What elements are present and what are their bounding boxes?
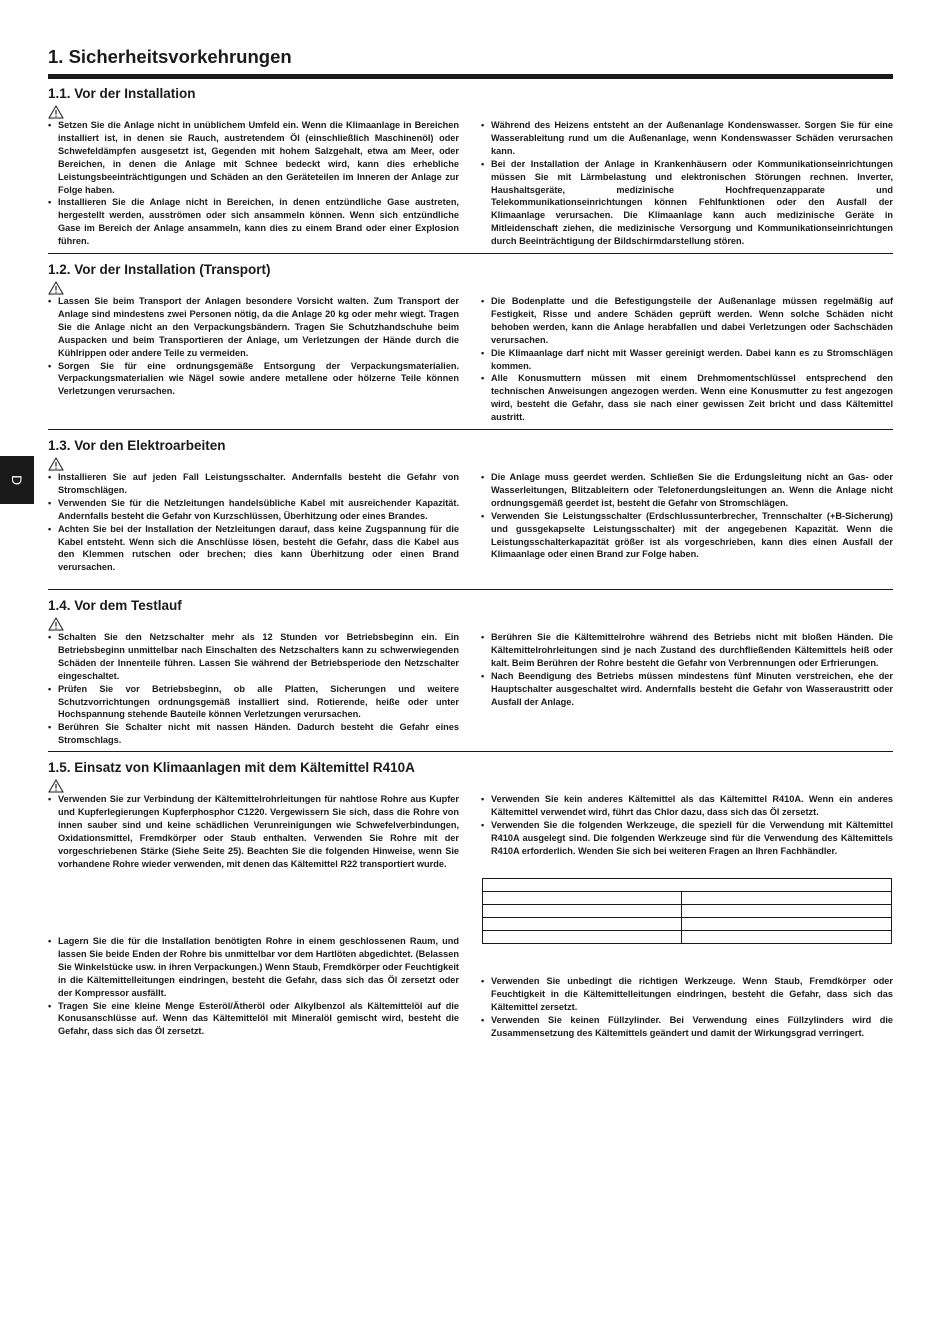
table-row: [483, 892, 892, 905]
list-item: • Während des Heizens entsteht an der Außenanlage Kondenswasser. Sorgen Sie für eine Wasserableitung rund um die Außenanlage, wenn Kondenswasser Schäden verursachen kann.: [481, 119, 893, 158]
warning-triangle-icon: [48, 105, 64, 119]
warning-triangle-icon: [48, 105, 893, 119]
table-row: [483, 931, 892, 944]
bullet-list-left-lower: [48, 935, 459, 1038]
list-item: • Bei der Installation der Anlage in Krankenhäusern oder Kommunikationseinrichtungen müssen Sie mit Lärmbelastung und elektronischen Störungen rechnen. Inverter, Haushaltsgeräte, medizinische Hochfrequenzapparate und Telekommunikationseinrichtungen können Fehlfunktionen oder den Ausfall der Klimaanlage verursachen. Die Klimaanlage kann auch medizinische Geräte in Mitleidenschaft ziehen, die medizinische Versorgung und Kommunikationseinrichtungen durch Beeinträchtigung der Bildschirmdarstellung stören.: [481, 158, 893, 248]
list-item: • Berühren Sie die Kältemittelrohre während des Betriebs nicht mit bloßen Händen. Die Kältemittelrohrleitungen sind je nach Zustand des durchfließenden Kältemittels heiß oder kalt. Beim Berühren der Rohre besteht die Gefahr von Verbrennungen oder Erfrierungen.: [481, 631, 893, 670]
list-item: • Installieren Sie auf jeden Fall Leistungsschalter. Andernfalls besteht die Gefahr von Stromschlägen.: [48, 471, 459, 497]
section-divider: [48, 253, 893, 254]
bullet-list-right: [481, 119, 893, 248]
table-cell: [483, 918, 682, 931]
list-item: • Sorgen Sie für eine ordnungsgemäße Entsorgung der Verpackungsmaterialien. Verpackungsmaterialien wie Nägel sowie andere metallene oder hölzerne Teile können Verletzungen verursachen.: [48, 360, 459, 399]
bullet-list-right: [481, 631, 893, 708]
section-transport: [48, 262, 893, 423]
bullet-list-left: [48, 471, 459, 574]
list-item: • Die Klimaanlage darf nicht mit Wasser gereinigt werden. Dabei kann es zu Stromschlägen kommen.: [481, 347, 893, 373]
warning-triangle-icon: [48, 617, 64, 631]
list-item: • Tragen Sie eine kleine Menge Esteröl/Ätheröl oder Alkylbenzol als Kältemittelöl auf die Konusanschlüsse auf. Wenn das Kältemittelöl mit Mineralöl gemischt wird, besteht die Gefahr, dass sich das Öl zersetzt.: [48, 1000, 459, 1039]
table-cell: [682, 905, 892, 918]
page-title: 1. Sicherheitsvorkehrungen: [48, 46, 292, 67]
list-item: • Berühren Sie Schalter nicht mit nassen Händen. Dadurch besteht die Gefahr eines Stromschlags.: [48, 721, 459, 747]
bullet-list-left: [48, 119, 459, 248]
section-heading: 1.1. Vor der Installation: [48, 86, 196, 101]
table-row: [483, 918, 892, 931]
warning-triangle-icon: [48, 281, 64, 295]
bullet-list-right: [481, 793, 893, 858]
bullet-list-left: [48, 631, 459, 747]
table-cell: [483, 905, 682, 918]
section-electrical: [48, 438, 893, 573]
section-heading: 1.5. Einsatz von Klimaanlagen mit dem Kältemittel R410A: [48, 760, 415, 775]
section-divider: [48, 751, 893, 752]
language-tab: [0, 456, 34, 504]
warning-triangle-icon: [48, 617, 893, 631]
table-row: [483, 905, 892, 918]
warning-triangle-icon: [48, 779, 64, 793]
list-item: • Verwenden Sie für die Netzleitungen handelsübliche Kabel mit ausreichender Kapazität. Andernfalls besteht die Gefahr von Kurzschlüssen, Überhitzung oder eines Brandes.: [48, 497, 459, 523]
language-tab-label: D: [9, 474, 25, 486]
section-divider: [48, 589, 893, 590]
title-rule: [48, 74, 893, 79]
warning-triangle-icon: [48, 779, 893, 793]
list-item: • Alle Konusmuttern müssen mit einem Drehmomentschlüssel entsprechend den technischen Anweisungen angezogen werden. Wenn eine Konusmutter zu fest angezogen wird, besteht die Gefahr, dass sie nach einer gewissen Zeit bricht und dass Kältemittel austritt.: [481, 372, 893, 424]
list-item: • Verwenden Sie zur Verbindung der Kältemittelrohrleitungen für nahtlose Rohre aus Kupfer und Kupferlegierungen Kupferphosphor C1220. Vergewissern Sie sich, dass die Rohre von innen sauber sind und keine schädlichen Verunreinigungen wie Schwefelverbindungen, Oxidationsmittel, Fremdkörper oder Staub enthalten. Verwenden Sie Rohre mit der vorgeschriebenen Stärke (Siehe Seite 25). Beachten Sie die folgenden Hinweise, wenn Sie vorhandene Rohre wieder verwenden, mit denen das Kältemittel R22 transportiert wurde.: [48, 793, 459, 870]
table-cell: [483, 931, 682, 944]
section-heading: 1.4. Vor dem Testlauf: [48, 598, 182, 613]
list-item: • Die Anlage muss geerdet werden. Schließen Sie die Erdungsleitung nicht an Gas- oder Wasserleitungen, Blitzableitern oder Telefonerdungsleitungen an. Wenn die Anlage nicht ordnungsgemäß geerdet ist, besteht die Gefahr von Stromschlägen.: [481, 471, 893, 510]
bullet-list-left: [48, 793, 459, 870]
list-item: • Setzen Sie die Anlage nicht in unüblichem Umfeld ein. Wenn die Klimaanlage in Bereichen installiert ist, in denen sie Rauch, austretendem Öl (einschließlich Maschinenöl) oder Schwefeldämpfen ausgesetzt ist, Gegenden mit hohem Salzgehalt, etwa am Meer, oder Bereichen, in denen die Anlage mit Schnee bedeckt wird, kann dies erhebliche Leistungsbeeinträchtigungen und Schäden an den Geräteteilen im Inneren der Anlage zur Folge haben.: [48, 119, 459, 196]
list-item: • Lagern Sie die für die Installation benötigten Rohre in einem geschlossenen Raum, und lassen Sie beide Enden der Rohre bis unmittelbar vor dem Hartlöten abgedichtet. (Belassen Sie Winkelstücke usw. in ihren Verpackungen.) Wenn Staub, Fremdkörper oder Feuchtigkeit in die Kältemittelleitungen eindringen, besteht die Gefahr, dass sich das Öl zersetzt oder der Kompressor ausfällt.: [48, 935, 459, 1000]
list-item: • Schalten Sie den Netzschalter mehr als 12 Stunden vor Betriebsbeginn ein. Ein Betriebsbeginn unmittelbar nach Einschalten des Netzschalters kann zu schwerwiegenden Schäden der Innenteile führen. Lassen Sie während der Betriebsperiode den Netzschalter eingeschaltet.: [48, 631, 459, 683]
tool-table: [482, 878, 892, 944]
warning-triangle-icon: [48, 457, 64, 471]
section-test-run: [48, 598, 893, 746]
section-heading: 1.3. Vor den Elektroarbeiten: [48, 438, 226, 453]
list-item: • Verwenden Sie kein anderes Kältemittel als das Kältemittel R410A. Wenn ein anderes Kältemittel verwendet wird, führt das Chlor dazu, dass sich das Öl zersetzt.: [481, 793, 893, 819]
list-item: • Lassen Sie beim Transport der Anlagen besondere Vorsicht walten. Zum Transport der Anlage sind mindestens zwei Personen nötig, da die Anlage 20 kg oder mehr wiegt. Tragen Sie die Anlage nicht an den Verpackungsbändern. Tragen Sie Schutzhandschuhe beim Auspacken und beim Transportieren der Anlage, um Verletzungen der Hände durch die Kühlrippen oder andere Teile zu vermeiden.: [48, 295, 459, 360]
warning-triangle-icon: [48, 281, 893, 295]
list-item: • Verwenden Sie die folgenden Werkzeuge, die speziell für die Verwendung mit Kältemittel R410A ausgelegt sind. Die folgenden Werkzeuge sind für die Verwendung des Kältemittels R410A erforderlich. Wenden Sie sich bei weiteren Fragen an Ihren Fachhändler.: [481, 819, 893, 858]
section-divider: [48, 429, 893, 430]
section-heading: 1.2. Vor der Installation (Transport): [48, 262, 271, 277]
list-item: • Verwenden Sie Leistungsschalter (Erdschlussunterbrecher, Trennschalter (+B-Sicherung) und gussgekapselte Leistungsschalter) mit der angegebenen Kapazität. Wenn die Leistungsschalterkapazität größer ist als vorgeschrieben, kann dies einen Ausfall der Klimaanlage oder einen Brand zur Folge haben.: [481, 510, 893, 562]
table-cell: [483, 879, 892, 892]
section-installation: [48, 86, 893, 247]
table-cell: [682, 918, 892, 931]
table-cell: [682, 931, 892, 944]
bullet-list-right: [481, 295, 893, 424]
list-item: • Die Bodenplatte und die Befestigungsteile der Außenanlage müssen regelmäßig auf Festigkeit, Risse und andere Schäden geprüft werden. Wenn solche Schäden nicht behoben werden, kann die Anlage herabfallen und dabei Verletzungen oder Sachschäden verursachen.: [481, 295, 893, 347]
section-r410a: [48, 760, 893, 1038]
bullet-list-right-lower: [481, 975, 893, 1040]
list-item: • Installieren Sie die Anlage nicht in Bereichen, in denen entzündliche Gase austreten, hergestellt werden, ausströmen oder sich ansammeln können. Wenn sich entzündliche Gase im Bereich der Anlage ansammeln, kann dies zu einem Brand oder einer Explosion führen.: [48, 196, 459, 248]
table-row: [483, 879, 892, 892]
warning-triangle-icon: [48, 457, 893, 471]
bullet-list-right: [481, 471, 893, 561]
table-cell: [682, 892, 892, 905]
list-item: • Nach Beendigung des Betriebs müssen mindestens fünf Minuten verstreichen, ehe der Hauptschalter ausgeschaltet wird. Andernfalls besteht die Gefahr von Wasseraustritt oder Ausfall der Anlage.: [481, 670, 893, 709]
table-cell: [483, 892, 682, 905]
bullet-list-left: [48, 295, 459, 398]
list-item: • Prüfen Sie vor Betriebsbeginn, ob alle Platten, Sicherungen und weitere Schutzvorrichtungen ordnungsgemäß installiert sind. Rotierende, heiße oder unter Hochspannung stehende Bauteile können Verletzungen verursachen.: [48, 683, 459, 722]
list-item: • Verwenden Sie unbedingt die richtigen Werkzeuge. Wenn Staub, Fremdkörper oder Feuchtigkeit in die Kältemittelleitungen eindringen, besteht die Gefahr, dass sich das Kältemittel zersetzt.: [481, 975, 893, 1014]
list-item: • Verwenden Sie keinen Füllzylinder. Bei Verwendung eines Füllzylinders wird die Zusammensetzung des Kältemittels geändert und damit der Wirkungsgrad verringert.: [481, 1014, 893, 1040]
list-item: • Achten Sie bei der Installation der Netzleitungen darauf, dass keine Zugspannung für die Kabel entsteht. Wenn sich die Anschlüsse lösen, besteht die Gefahr, dass die Kabel aus den Klemmen rutschen oder brechen; dies kann Überhitzung oder einen Brand verursachen.: [48, 523, 459, 575]
